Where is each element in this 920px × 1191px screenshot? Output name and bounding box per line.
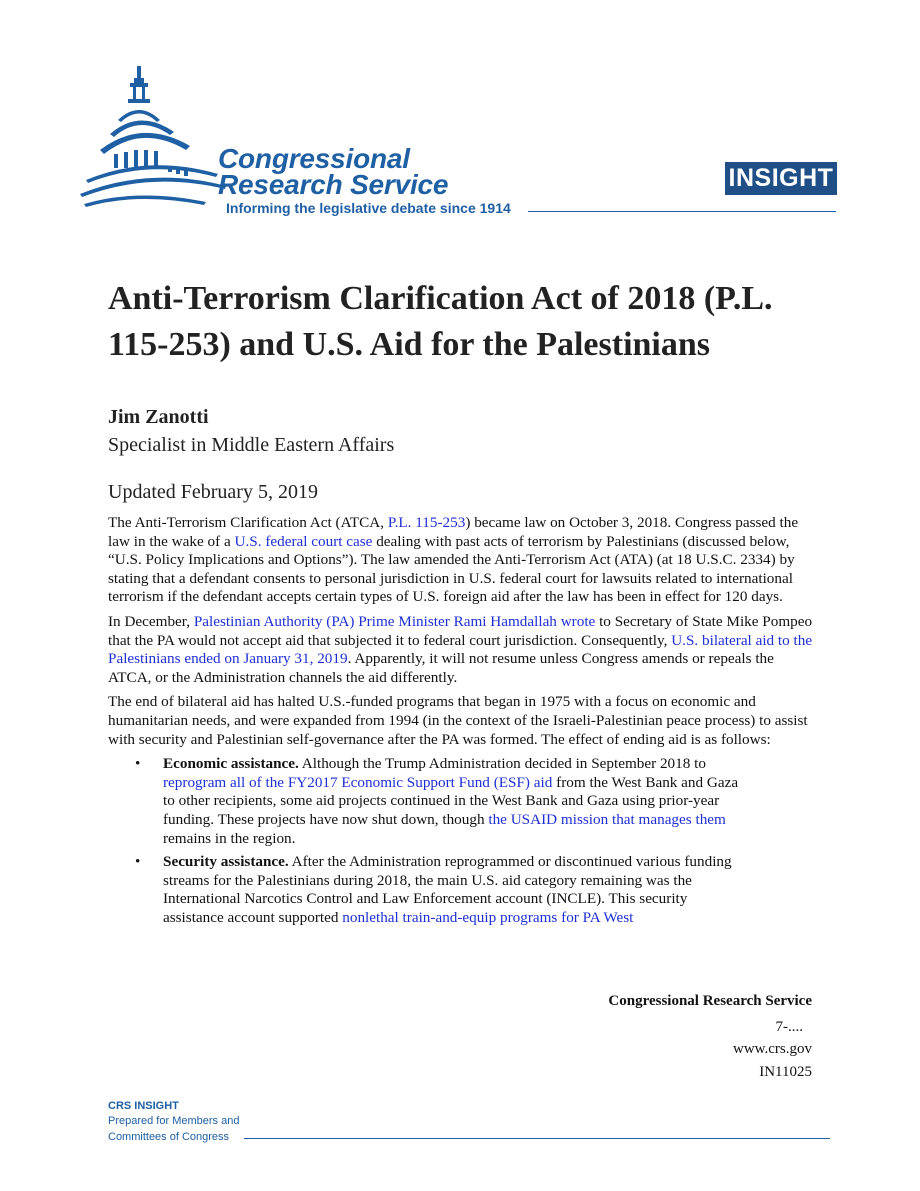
updated-date: Updated February 5, 2019 [108,481,318,503]
footer-report-id: IN11025 [759,1064,812,1080]
paragraph-1 [108,514,813,607]
document-body [108,514,813,932]
author-name: Jim Zanotti [108,406,209,428]
text: Although the Trump Administration decided in September 2018 to [298,755,706,773]
logo-tagline: Informing the legislative debate since 1914 [226,200,511,216]
bullet-icon: • [135,755,141,773]
text: ) became law on October 3, 2018. Congress passed the law in the wake of a [108,514,799,550]
document-title: Anti-Terrorism Clarification Act of 2018 (P.L. 115-253) and U.S. Aid for the Palestinians [108,280,773,363]
effects-list [108,755,813,927]
footer-org: Congressional Research Service [608,993,812,1009]
text: In December, [108,612,194,630]
capitol-dome-logo-icon [78,62,228,220]
bottom-subtitle-1: Prepared for Members and [108,1115,240,1127]
bottom-divider [244,1138,830,1139]
paragraph-3: The end of bilateral aid has halted U.S.-funded programs that began in 1975 with a focus on economic and humanitarian needs, and were expanded from 1994 (in the context of the Israeli-Palestinian peace process) to assist with security and Palestinian self-governance after the PA was formed. The effect of ending aid is as follows: [108,693,808,748]
text: After the Administration reprogrammed or discontinued various funding streams for the Palestinians during 2018, the main U.S. aid category remaining was the International Narcotics Control and Law Enforcement account (INCLE). This security assistance account supported [163,853,732,926]
bullet-heading: Economic assistance. [163,755,299,773]
link-reprogram-esf[interactable]: reprogram all of the FY2017 Economic Support Fund (ESF) aid [163,773,553,791]
footer-page-number: 7-.... [775,1019,803,1035]
text: The Anti-Terrorism Clarification Act (ATCA, [108,514,388,531]
bullet-heading: Security assistance. [163,853,289,871]
bottom-subtitle-2: Committees of Congress [108,1131,230,1143]
link-usaid-mission[interactable]: the USAID mission that manages them [488,810,726,828]
link-aid-ended[interactable]: U.S. bilateral aid to the Palestinians ended on January 31, 2019 [108,631,813,668]
bottom-label: CRS INSIGHT [108,1100,179,1112]
text: remains in the region. [163,829,296,847]
link-pl-115-253[interactable]: P.L. 115-253 [387,514,466,531]
insight-badge: INSIGHT [725,162,837,195]
link-nonlethal-programs[interactable]: nonlethal train-and-equip programs for PA West [342,908,634,926]
list-item [108,755,751,848]
link-hamdallah-letter[interactable]: Palestinian Authority (PA) Prime Minister Rami Hamdallah wrote [193,612,596,630]
paragraph-2 [108,613,813,687]
link-federal-court-case[interactable]: U.S. federal court case [234,532,373,550]
logo-text-research-service: Research Service [218,169,449,200]
author-role: Specialist in Middle Eastern Affairs [108,434,395,456]
text: dealing with past acts of terrorism by Palestinians (discussed below, “U.S. Policy Implications and Options”). The law amended the Anti-Terrorism Act (ATA) (at 18 U.S.C. 2334) by stating that a defendant consents to personal jurisdiction in U.S. federal court for lawsuits related to international terrorism if the defendant accepts certain types of U.S. foreign aid after the law has been in effect for 120 days. [108,532,795,606]
text: from the West Bank and Gaza to other recipients, some aid projects continued in the West Bank and Gaza using prior-year funding. These projects have now shut down, though [163,773,739,828]
footer-url: www.crs.gov [732,1041,812,1057]
list-item [108,853,751,927]
bullet-icon: • [135,853,141,871]
header-divider [528,211,836,212]
text: . Apparently, it will not resume unless Congress amends or repeals the ATCA, or the Administration channels the aid differently. [108,650,774,686]
text: to Secretary of State Mike Pompeo that the PA would not accept aid that subjected it to federal court jurisdiction. Consequently, [108,612,813,649]
logo-text-congressional: Congressional [218,143,410,174]
